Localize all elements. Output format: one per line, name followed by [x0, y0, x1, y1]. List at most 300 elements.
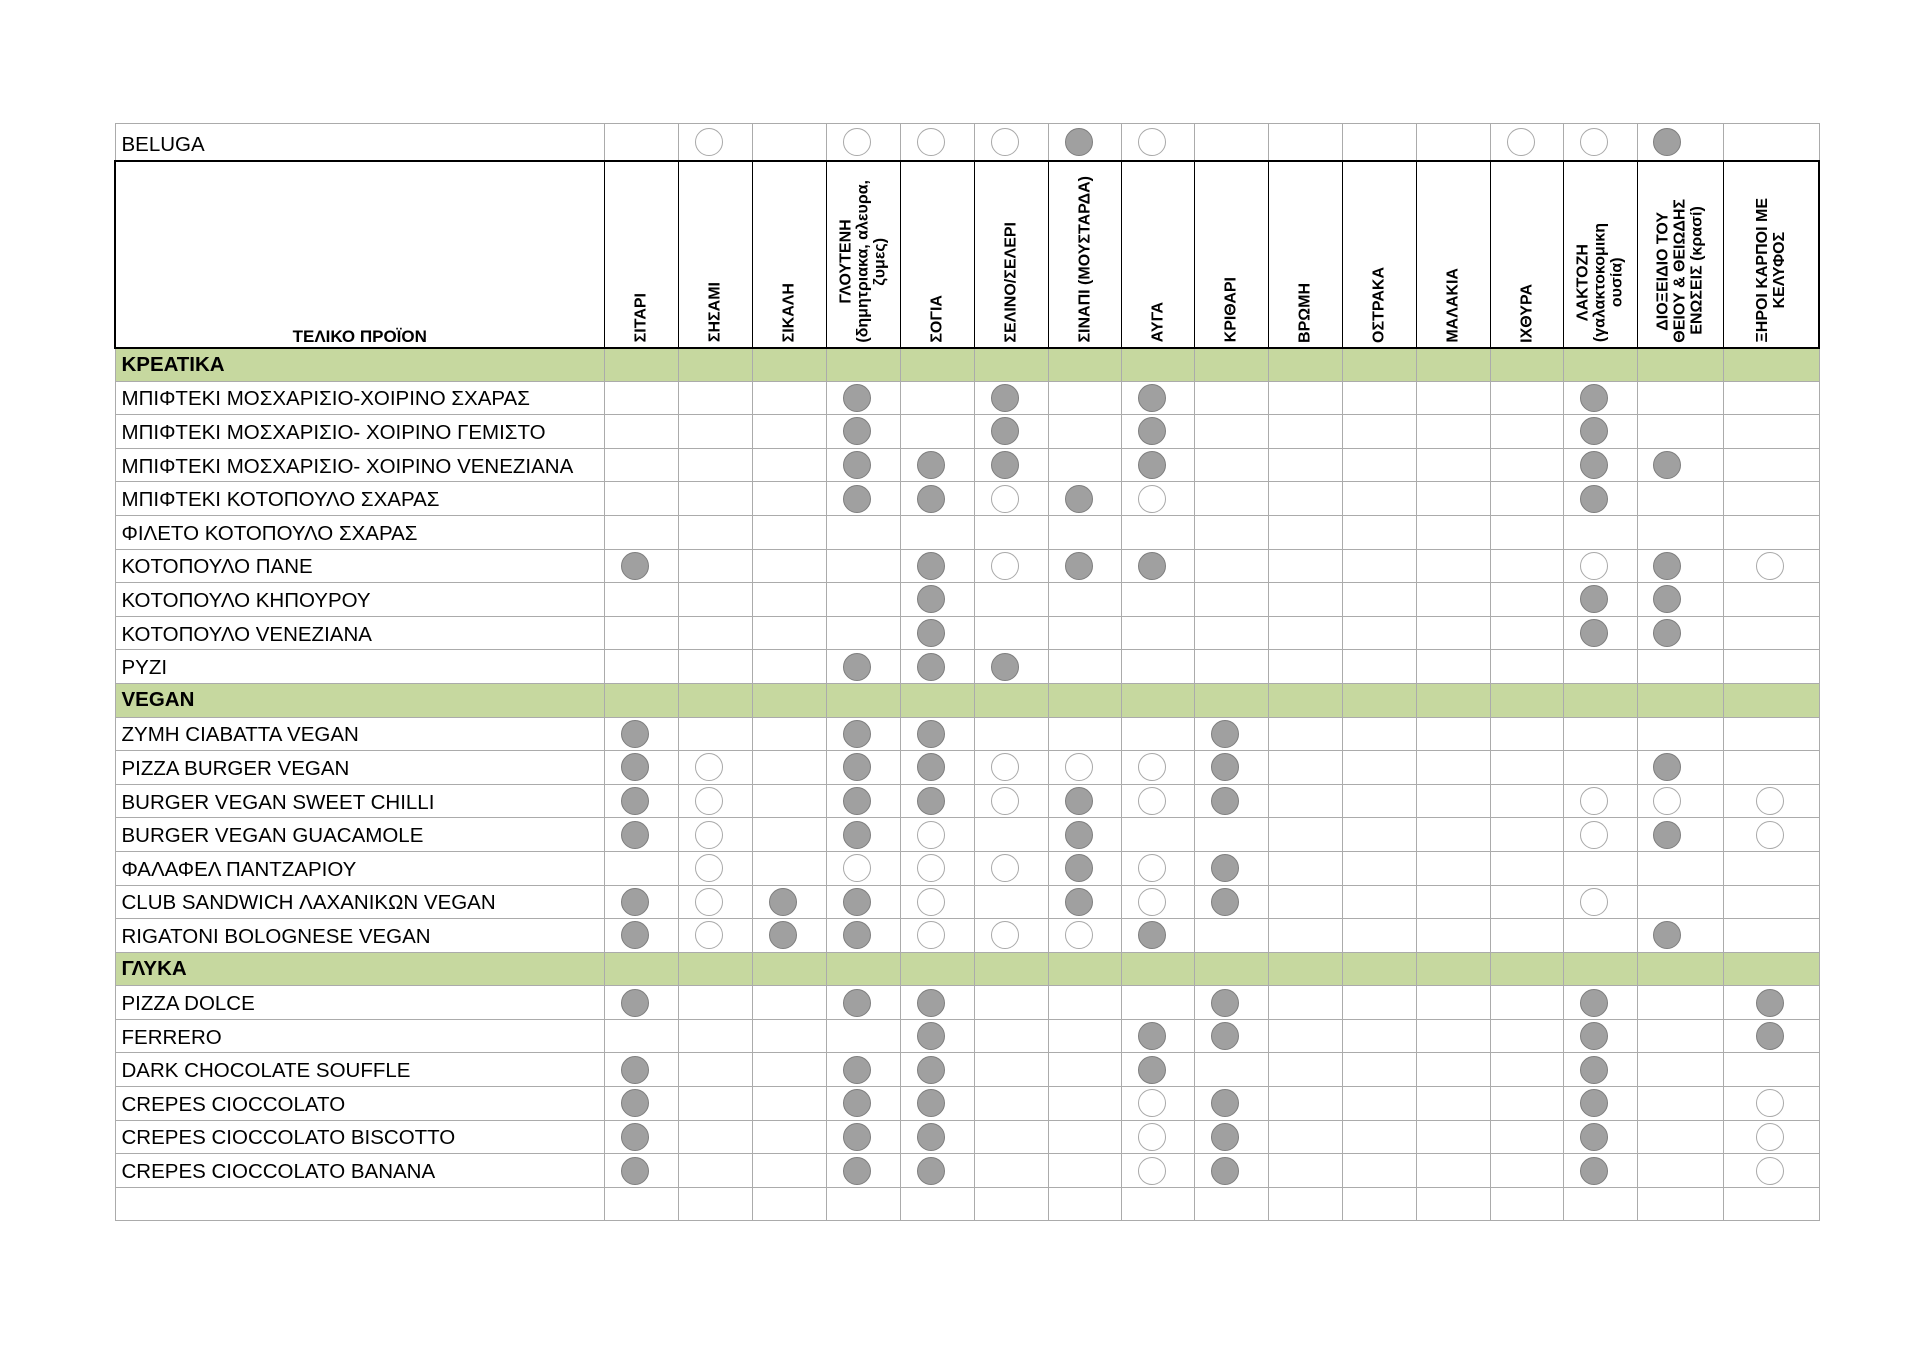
allergen-column-label: ΜΑΛΑΚΙΑ [1444, 267, 1462, 343]
allergen-cell [826, 919, 900, 953]
allergen-cell [1121, 381, 1194, 415]
allergen-cell [974, 1120, 1048, 1154]
allergen-cell [1121, 1053, 1194, 1087]
filled-circle-icon [621, 787, 649, 815]
blank-cell [678, 1187, 752, 1221]
section-fill-cell [1268, 952, 1342, 986]
product-row [115, 851, 1819, 885]
allergen-cell [974, 549, 1048, 583]
outline-circle-icon [1756, 1089, 1784, 1117]
allergen-cell [1342, 381, 1416, 415]
allergen-cell [1121, 1019, 1194, 1053]
product-row [115, 919, 1819, 953]
allergen-cell [678, 515, 752, 549]
product-name: ΜΠΙΦΤΕΚΙ ΜΟΣΧΑΡΙΣΙΟ- ΧΟΙΡΙΝΟ ΓΕΜΙΣΤΟ [115, 415, 604, 449]
allergen-cell [826, 124, 900, 161]
section-fill-cell [900, 348, 974, 382]
filled-circle-icon [1580, 485, 1608, 513]
allergen-cell [752, 482, 826, 516]
section-fill-cell [1490, 683, 1563, 717]
filled-circle-icon [1211, 753, 1239, 781]
allergen-cell [752, 1154, 826, 1188]
allergen-cell [678, 381, 752, 415]
allergen-cell [1490, 818, 1563, 852]
blank-cell [1342, 1187, 1416, 1221]
outline-circle-icon [1138, 1089, 1166, 1117]
product-name: BURGER VEGAN SWEET CHILLI [115, 784, 604, 818]
allergen-cell [1268, 919, 1342, 953]
allergen-cell [974, 784, 1048, 818]
allergen-cell [604, 784, 678, 818]
allergen-cell [900, 1053, 974, 1087]
allergen-cell [1490, 919, 1563, 953]
allergen-cell [826, 986, 900, 1020]
filled-circle-icon [917, 787, 945, 815]
section-fill-cell [1048, 683, 1121, 717]
allergen-cell [752, 818, 826, 852]
section-fill-cell [1637, 683, 1723, 717]
allergen-cell [1723, 851, 1819, 885]
allergen-cell [1490, 885, 1563, 919]
section-fill-cell [1268, 348, 1342, 382]
allergen-cell [1490, 650, 1563, 684]
filled-circle-icon [843, 1056, 871, 1084]
allergen-cell [1048, 381, 1121, 415]
allergen-cell [1723, 381, 1819, 415]
allergen-cell [752, 1019, 826, 1053]
allergen-cell [826, 717, 900, 751]
allergen-cell [1342, 919, 1416, 953]
filled-circle-icon [621, 888, 649, 916]
allergen-cell [678, 583, 752, 617]
allergen-cell [604, 717, 678, 751]
filled-circle-icon [843, 821, 871, 849]
filled-circle-icon [917, 753, 945, 781]
blank-cell [1194, 1187, 1268, 1221]
allergen-cell [678, 1154, 752, 1188]
allergen-cell [1121, 482, 1194, 516]
allergen-cell [1563, 784, 1637, 818]
section-fill-cell [752, 348, 826, 382]
allergen-cell [678, 1019, 752, 1053]
filled-circle-icon [1138, 552, 1166, 580]
allergen-cell [1490, 784, 1563, 818]
section-header-row [115, 348, 1819, 382]
filled-circle-icon [843, 753, 871, 781]
section-fill-cell [1342, 348, 1416, 382]
allergen-cell [974, 515, 1048, 549]
allergen-cell [1268, 515, 1342, 549]
allergen-cell [1416, 751, 1490, 785]
allergen-column-label: ΓΛΟΥΤΕΝΗ (δημητριακα, αλευρα, ζυμες) [837, 179, 889, 343]
allergen-cell [1637, 818, 1723, 852]
allergen-column-label: ΛΑΚΤΟΖΗ (γαλακτοκομικη ουσία) [1574, 223, 1626, 343]
filled-circle-icon [991, 653, 1019, 681]
filled-circle-icon [1138, 1056, 1166, 1084]
allergen-cell [1342, 549, 1416, 583]
allergen-cell [900, 784, 974, 818]
allergen-cell [1194, 415, 1268, 449]
filled-circle-icon [1065, 128, 1093, 156]
filled-circle-icon [1580, 585, 1608, 613]
allergen-cell [752, 415, 826, 449]
allergen-cell [1490, 1120, 1563, 1154]
filled-circle-icon [917, 1056, 945, 1084]
allergen-cell [1490, 1019, 1563, 1053]
outline-circle-icon [991, 854, 1019, 882]
allergen-cell [974, 851, 1048, 885]
outline-circle-icon [1580, 821, 1608, 849]
allergen-cell [1637, 885, 1723, 919]
filled-circle-icon [1211, 854, 1239, 882]
allergen-cell [900, 1120, 974, 1154]
allergen-cell [604, 124, 678, 161]
section-title: VEGAN [115, 683, 604, 717]
allergen-cell [900, 885, 974, 919]
allergen-cell [1490, 549, 1563, 583]
allergen-cell [1268, 1053, 1342, 1087]
allergen-cell [974, 482, 1048, 516]
allergen-cell [1342, 448, 1416, 482]
product-row [115, 482, 1819, 516]
allergen-cell [1563, 1053, 1637, 1087]
allergen-cell [974, 583, 1048, 617]
allergen-cell [1723, 751, 1819, 785]
allergen-cell [1563, 650, 1637, 684]
product-row [115, 381, 1819, 415]
allergen-column-label: ΞΗΡΟΙ ΚΑΡΠΟΙ ΜΕ ΚΕΛΥΦΟΣ [1753, 197, 1788, 343]
filled-circle-icon [1211, 787, 1239, 815]
allergen-cell [900, 1019, 974, 1053]
blank-cell [1723, 1187, 1819, 1221]
filled-circle-icon [843, 787, 871, 815]
allergen-cell [1342, 784, 1416, 818]
section-fill-cell [1121, 952, 1194, 986]
filled-circle-icon [1138, 384, 1166, 412]
allergen-cell [1342, 851, 1416, 885]
allergen-cell [1121, 1154, 1194, 1188]
allergen-cell [900, 124, 974, 161]
allergen-cell [1723, 1120, 1819, 1154]
section-fill-cell [826, 952, 900, 986]
allergen-cell [826, 885, 900, 919]
product-row [115, 986, 1819, 1020]
product-name: PIZZA DOLCE [115, 986, 604, 1020]
allergen-cell [1637, 751, 1723, 785]
filled-circle-icon [1653, 753, 1681, 781]
allergen-cell [1194, 885, 1268, 919]
allergen-cell [1268, 1120, 1342, 1154]
section-fill-cell [1194, 952, 1268, 986]
allergen-cell [1268, 1087, 1342, 1121]
section-fill-cell [1268, 683, 1342, 717]
allergen-cell [604, 885, 678, 919]
allergen-cell [1416, 124, 1490, 161]
allergen-column-label: ΣΙΚΑΛΗ [780, 283, 798, 343]
allergen-cell [1416, 583, 1490, 617]
allergen-cell [1048, 1019, 1121, 1053]
allergen-cell [1121, 851, 1194, 885]
allergen-column-header [1048, 161, 1121, 348]
section-fill-cell [604, 952, 678, 986]
allergen-cell [1563, 381, 1637, 415]
allergen-cell [1268, 751, 1342, 785]
outline-circle-icon [695, 921, 723, 949]
outline-circle-icon [1580, 128, 1608, 156]
allergen-cell [1637, 583, 1723, 617]
filled-circle-icon [843, 1123, 871, 1151]
allergen-cell [1121, 1087, 1194, 1121]
section-fill-cell [1563, 683, 1637, 717]
outline-circle-icon [1507, 128, 1535, 156]
allergen-cell [1268, 1154, 1342, 1188]
product-row [115, 717, 1819, 751]
product-name: RIGATONI BOLOGNESE VEGAN [115, 919, 604, 953]
allergen-cell [1637, 1154, 1723, 1188]
allergen-cell [1194, 482, 1268, 516]
allergen-column-header [1563, 161, 1637, 348]
outline-circle-icon [1065, 753, 1093, 781]
allergen-cell [1194, 650, 1268, 684]
allergen-cell [974, 1019, 1048, 1053]
allergen-cell [1121, 751, 1194, 785]
allergen-cell [1490, 1154, 1563, 1188]
section-fill-cell [1048, 348, 1121, 382]
allergen-cell [1637, 919, 1723, 953]
allergen-cell [1723, 1019, 1819, 1053]
filled-circle-icon [1211, 1089, 1239, 1117]
filled-circle-icon [843, 1157, 871, 1185]
filled-circle-icon [1580, 1056, 1608, 1084]
allergen-column-header [826, 161, 900, 348]
allergen-cell [1268, 482, 1342, 516]
filled-circle-icon [1580, 1022, 1608, 1050]
section-fill-cell [1342, 952, 1416, 986]
allergen-cell [1268, 818, 1342, 852]
allergen-cell [1490, 751, 1563, 785]
allergen-cell [1048, 986, 1121, 1020]
section-fill-cell [826, 348, 900, 382]
allergen-cell [1194, 784, 1268, 818]
outline-circle-icon [1580, 787, 1608, 815]
allergen-cell [1723, 650, 1819, 684]
outline-circle-icon [1580, 888, 1608, 916]
blank-cell [1416, 1187, 1490, 1221]
allergen-cell [1342, 616, 1416, 650]
outline-circle-icon [1756, 821, 1784, 849]
product-row [115, 885, 1819, 919]
product-row [115, 1120, 1819, 1154]
filled-circle-icon [1580, 417, 1608, 445]
allergen-cell [604, 381, 678, 415]
allergen-cell [1637, 1019, 1723, 1053]
allergen-cell [1342, 1154, 1416, 1188]
allergen-cell [826, 482, 900, 516]
allergen-cell [752, 784, 826, 818]
allergen-cell [1723, 919, 1819, 953]
allergen-cell [1490, 448, 1563, 482]
allergen-cell [1048, 549, 1121, 583]
filled-circle-icon [1138, 417, 1166, 445]
allergen-cell [1416, 381, 1490, 415]
allergen-cell [826, 818, 900, 852]
outline-circle-icon [1138, 787, 1166, 815]
allergen-cell [678, 851, 752, 885]
allergen-cell [1563, 1087, 1637, 1121]
filled-circle-icon [621, 1123, 649, 1151]
allergen-cell [1048, 885, 1121, 919]
filled-circle-icon [991, 384, 1019, 412]
allergen-cell [1563, 1120, 1637, 1154]
allergen-cell [1342, 1053, 1416, 1087]
allergen-cell [1637, 986, 1723, 1020]
product-row [115, 616, 1819, 650]
section-fill-cell [900, 952, 974, 986]
allergen-cell [1342, 885, 1416, 919]
allergen-cell [1194, 616, 1268, 650]
filled-circle-icon [1211, 1123, 1239, 1151]
allergen-cell [826, 650, 900, 684]
allergen-column-header [1268, 161, 1342, 348]
allergen-cell [604, 1087, 678, 1121]
allergen-cell [1121, 784, 1194, 818]
allergen-cell [1268, 851, 1342, 885]
allergen-cell [1048, 1154, 1121, 1188]
filled-circle-icon [843, 720, 871, 748]
allergen-cell [604, 515, 678, 549]
outline-circle-icon [991, 753, 1019, 781]
filled-circle-icon [1065, 854, 1093, 882]
allergen-cell [1416, 1053, 1490, 1087]
product-name: ΦΑΛΑΦΕΛ ΠΑΝΤΖΑΡΙΟΥ [115, 851, 604, 885]
product-row [115, 515, 1819, 549]
filled-circle-icon [621, 552, 649, 580]
allergen-cell [1194, 1053, 1268, 1087]
allergen-cell [1490, 124, 1563, 161]
allergen-cell [1490, 717, 1563, 751]
section-fill-cell [1637, 952, 1723, 986]
allergen-cell [1268, 415, 1342, 449]
allergen-cell [1563, 919, 1637, 953]
allergen-cell [678, 650, 752, 684]
filled-circle-icon [1580, 989, 1608, 1017]
allergen-column-header [1121, 161, 1194, 348]
allergen-cell [1121, 415, 1194, 449]
allergen-cell [826, 1120, 900, 1154]
allergen-cell [1048, 1087, 1121, 1121]
allergen-cell [1121, 515, 1194, 549]
filled-circle-icon [843, 451, 871, 479]
outline-circle-icon [695, 753, 723, 781]
allergen-cell [1416, 549, 1490, 583]
allergen-cell [1723, 784, 1819, 818]
product-name: BURGER VEGAN GUACAMOLE [115, 818, 604, 852]
section-fill-cell [678, 952, 752, 986]
allergen-cell [604, 818, 678, 852]
allergen-column-label: ΣΙΝΑΠΙ (ΜΟΥΣΤΑΡΔΑ) [1076, 175, 1093, 343]
allergen-cell [1416, 1154, 1490, 1188]
outline-circle-icon [695, 854, 723, 882]
allergen-cell [1490, 381, 1563, 415]
allergen-cell [678, 1087, 752, 1121]
allergen-cell [974, 751, 1048, 785]
allergen-cell [1048, 1053, 1121, 1087]
allergen-cell [604, 1019, 678, 1053]
allergen-cell [1723, 415, 1819, 449]
allergen-cell [1268, 448, 1342, 482]
section-fill-cell [1563, 348, 1637, 382]
allergen-cell [678, 616, 752, 650]
allergen-cell [974, 650, 1048, 684]
filled-circle-icon [843, 1089, 871, 1117]
allergen-cell [1048, 448, 1121, 482]
outline-circle-icon [1138, 888, 1166, 916]
allergen-column-header [1490, 161, 1563, 348]
outline-circle-icon [991, 921, 1019, 949]
allergen-cell [826, 549, 900, 583]
allergen-cell [1194, 751, 1268, 785]
allergen-cell [678, 885, 752, 919]
filled-circle-icon [917, 1089, 945, 1117]
section-fill-cell [678, 348, 752, 382]
outline-circle-icon [917, 128, 945, 156]
allergen-cell [604, 482, 678, 516]
allergen-cell [604, 415, 678, 449]
filled-circle-icon [991, 451, 1019, 479]
allergen-cell [826, 448, 900, 482]
filled-circle-icon [1065, 888, 1093, 916]
allergen-cell [1121, 818, 1194, 852]
allergen-cell [678, 124, 752, 161]
allergen-column-label: ΔΙΟΞΕΙΔΙΟ ΤΟΥ ΘΕΙΟΥ & ΘΕΙΩΔΗΣ ΕΝΩΣΕΙΣ (κρασί) [1654, 198, 1706, 343]
allergen-cell [826, 583, 900, 617]
allergen-cell [1563, 583, 1637, 617]
filled-circle-icon [843, 417, 871, 445]
outline-circle-icon [1065, 921, 1093, 949]
top-product-label: BELUGA [115, 124, 604, 161]
allergen-cell [1637, 784, 1723, 818]
allergen-cell [1563, 515, 1637, 549]
section-title: ΚΡΕΑΤΙΚΑ [115, 348, 604, 382]
allergen-cell [604, 986, 678, 1020]
allergen-cell [678, 784, 752, 818]
allergen-column-header [1194, 161, 1268, 348]
outline-circle-icon [991, 485, 1019, 513]
allergen-cell [1723, 1053, 1819, 1087]
filled-circle-icon [1756, 989, 1784, 1017]
allergen-cell [1342, 818, 1416, 852]
allergen-cell [752, 1053, 826, 1087]
product-row [115, 818, 1819, 852]
allergen-cell [1121, 583, 1194, 617]
allergen-cell [1563, 1019, 1637, 1053]
allergen-cell [1416, 885, 1490, 919]
filled-circle-icon [621, 989, 649, 1017]
allergen-cell [1268, 650, 1342, 684]
allergen-cell [604, 1053, 678, 1087]
allergen-cell [1048, 717, 1121, 751]
allergen-cell [752, 1087, 826, 1121]
blank-cell [115, 1187, 604, 1221]
allergen-cell [1048, 616, 1121, 650]
product-name: PIZZA BURGER VEGAN [115, 751, 604, 785]
allergen-cell [752, 986, 826, 1020]
allergen-cell [900, 616, 974, 650]
product-row [115, 1087, 1819, 1121]
allergen-cell [826, 616, 900, 650]
allergen-cell [1416, 818, 1490, 852]
allergen-cell [1723, 515, 1819, 549]
